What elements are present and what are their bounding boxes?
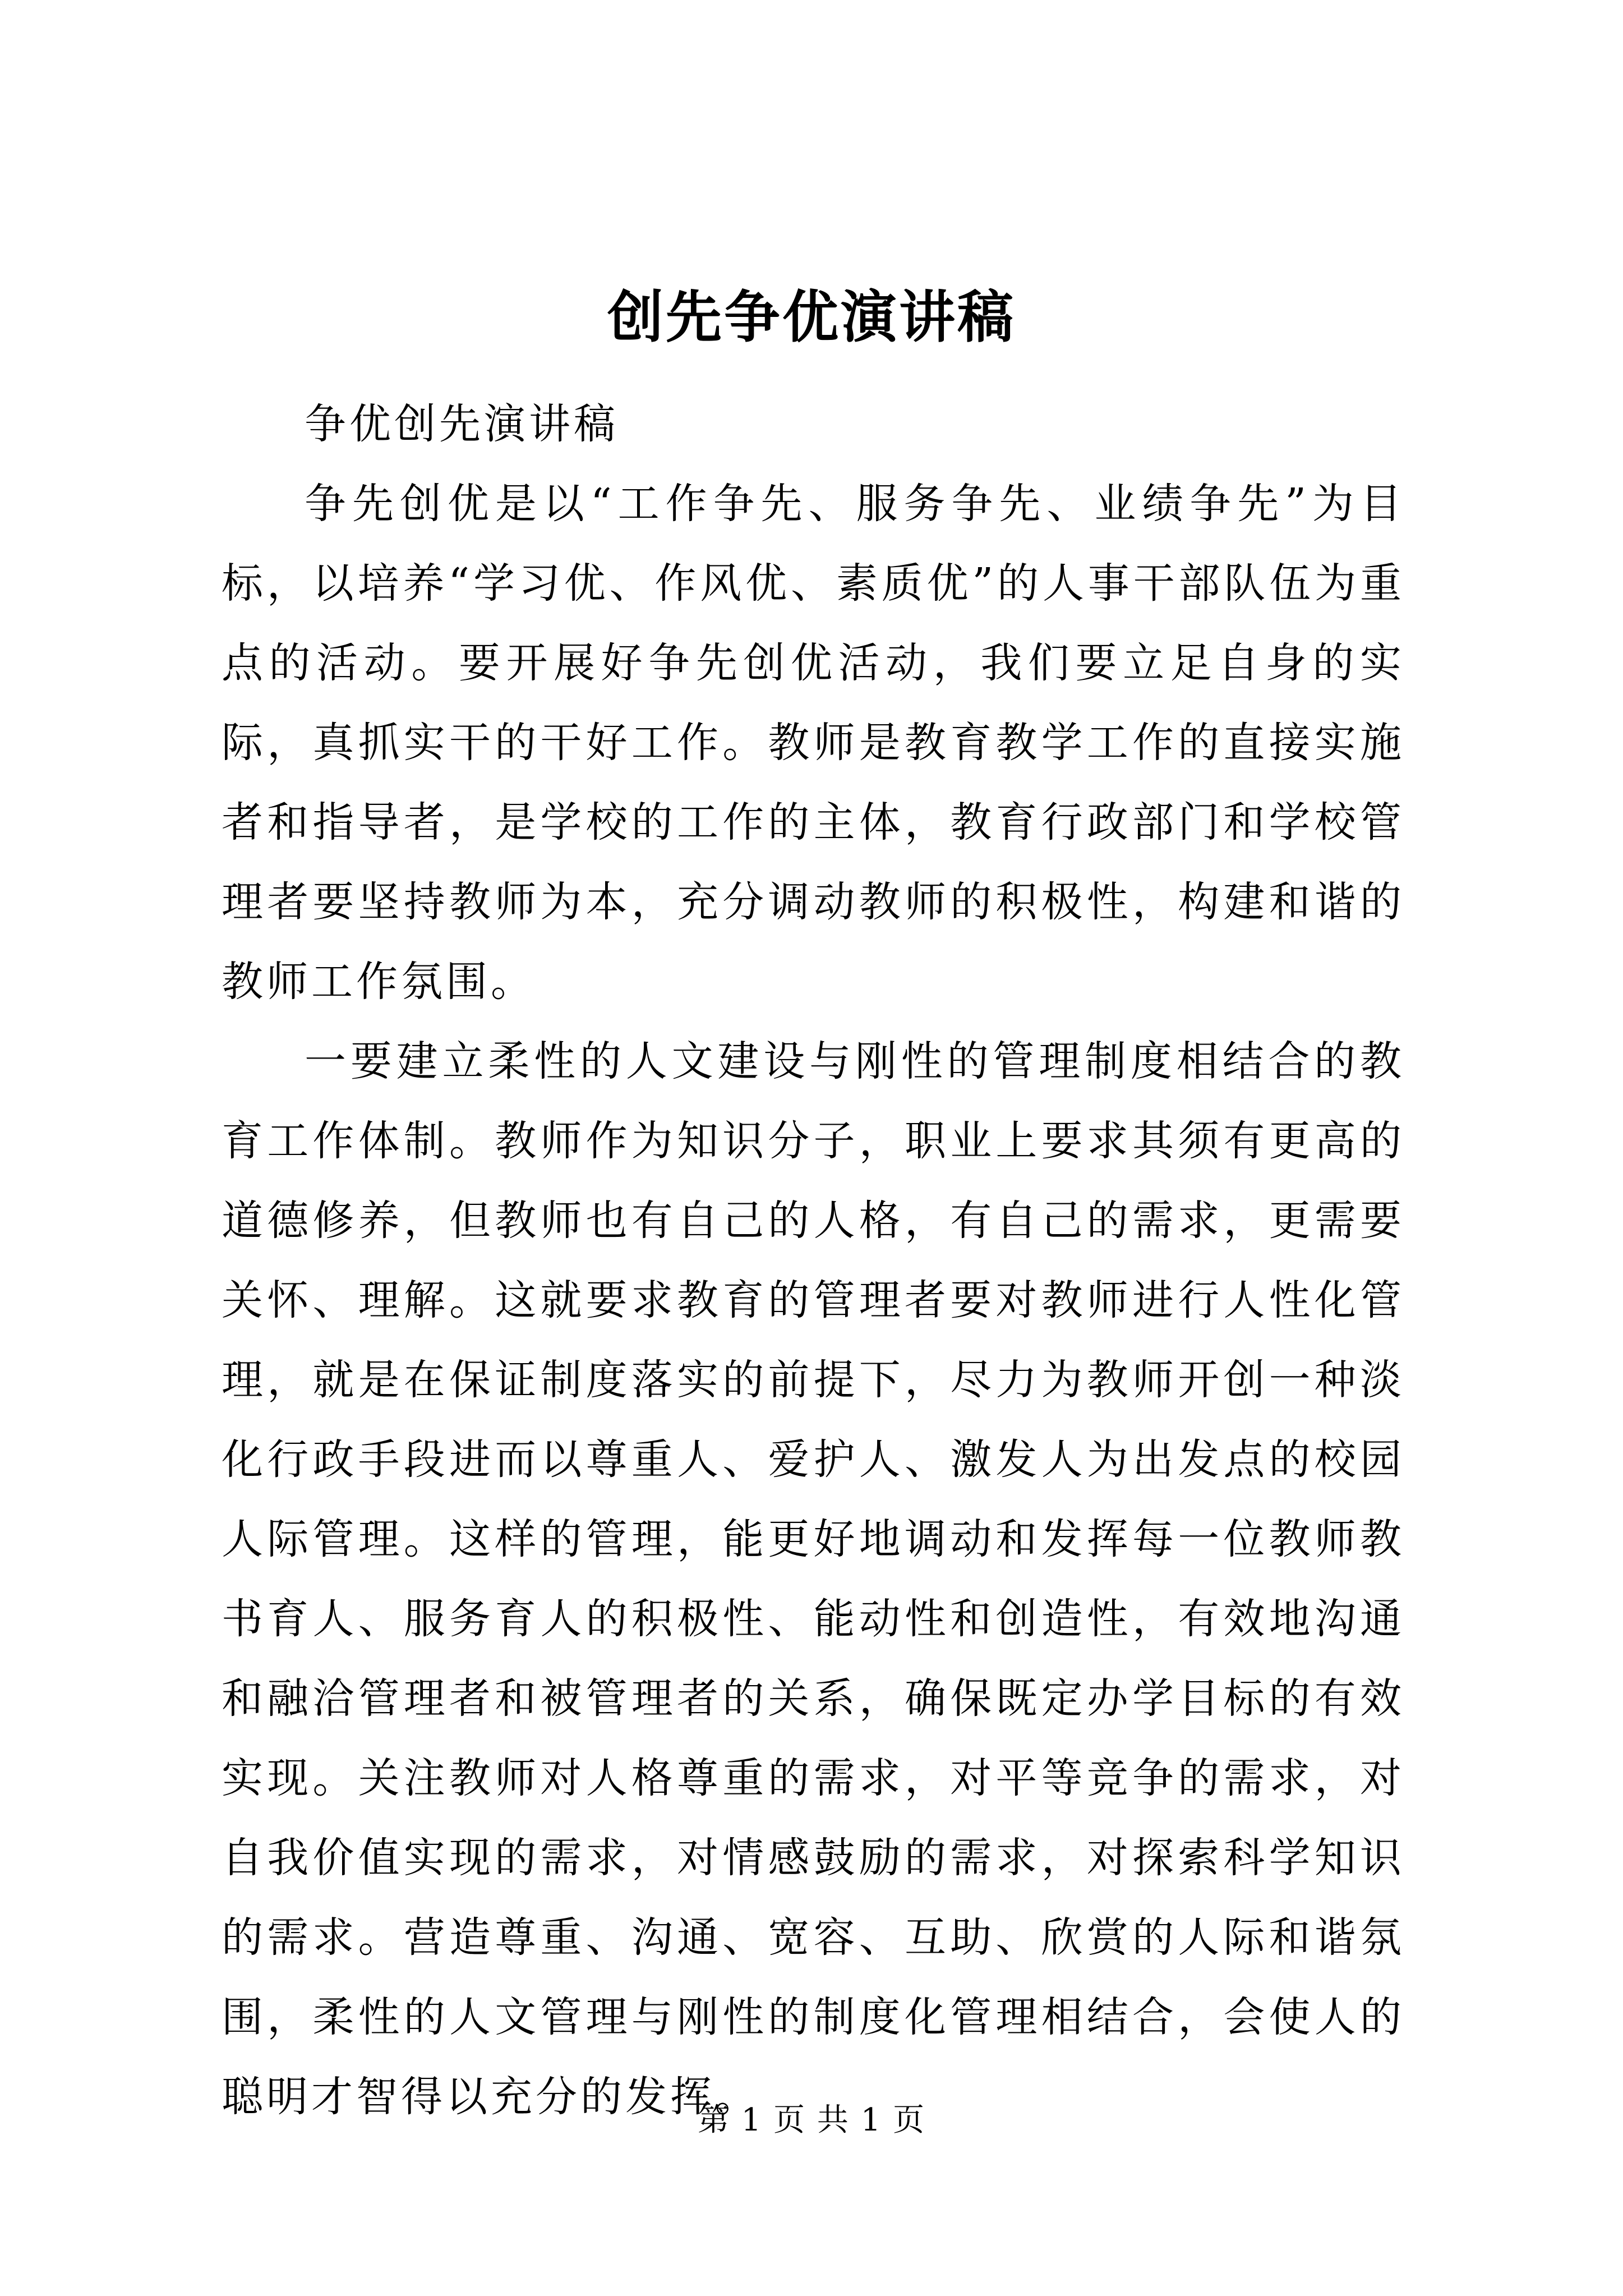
document-title: 创先争优演讲稿: [607, 284, 1016, 350]
body-paragraph-1: 争先创优是以“工作争先、服务争先、业绩争先”为目标，以培养“学习优、作风优、素质优”的人事干部队伍为重点的活动。要开展好争先创优活动，我们要立足自身的实际，真抓实干的干好工作。教师是教育教学工作的直接实施者和指导者，是学校的工作的主体，教育行政部门和学校管理者要坚持教师为本，充分调动教师的积极性，构建和谐的教师工作氛围。: [222, 480, 1405, 1006]
page-footer: 第 1 页 共 1 页: [697, 2102, 926, 2138]
body-paragraph-2: 一要建立柔性的人文建设与刚性的管理制度相结合的教育工作体制。教师作为知识分子，职业上要求其须有更高的道德修养，但教师也有自己的人格，有自己的需求，更需要关怀、理解。这就要求教育的管理者要对教师进行人性化管理，就是在保证制度落实的前提下，尽力为教师开创一种淡化行政手段进而以尊重人、爱护人、激发人为出发点的校园人际管理。这样的管理，能更好地调动和发挥每一位教师教书育人、服务育人的积极性、能动性和创造性，有效地沟通和融洽管理者和被管理者的关系，确保既定办学目标的有效实现。关注教师对人格尊重的需求，对平等竞争的需求，对自我价值实现的需求，对情感鼓励的需求，对探索科学知识的需求。营造尊重、沟通、宽容、互助、欣赏的人际和谐氛围，柔性的人文管理与刚性的制度化管理相结合，会使人的聪明才智得以充分的发挥。: [222, 1037, 1405, 2121]
document-body: [222, 384, 1405, 2137]
subtitle-paragraph: 争优创先演讲稿: [305, 400, 619, 448]
